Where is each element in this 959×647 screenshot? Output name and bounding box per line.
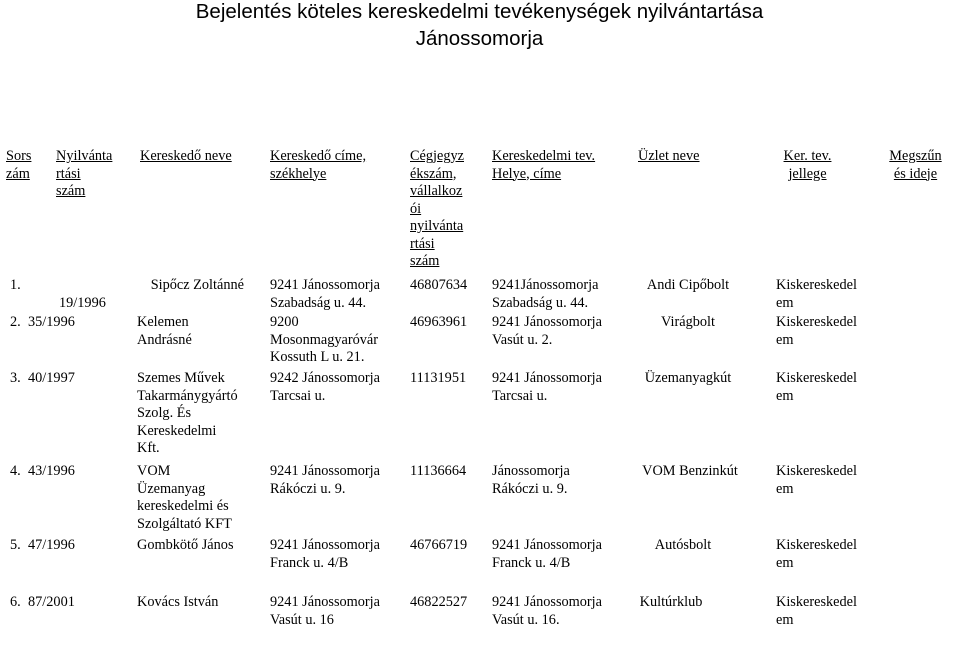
row-kereskedo-cime: Franck u. 4/B — [270, 554, 349, 571]
row-kereskedo-cime: Kossuth L u. 21. — [270, 349, 365, 365]
row-kereskedo-neve: Kft. — [137, 440, 160, 456]
row-nyilvantartasi-szam: 35/1996 — [28, 314, 75, 330]
row-kereskedelmi-hely: 9241 Jánossomorja — [492, 594, 602, 610]
row-kereskedo-neve: Sipőcz Zoltánné — [150, 277, 244, 293]
row-ker-tev-jellege: Kiskereskedel — [776, 314, 857, 330]
row-ker-tev-jellege: em — [776, 611, 794, 628]
row-uzlet-neve: Üzemanyagkút — [644, 370, 732, 386]
page-title: Bejelentés köteles kereskedelmi tevékenységek nyilvántartása — [195, 0, 764, 23]
header-nyilvantartasi: rtási — [56, 165, 81, 182]
header-sorszam: Sors — [6, 148, 32, 164]
row-kereskedo-cime: 9241 Jánossomorja — [270, 594, 380, 610]
header-sorszam: zám — [6, 165, 30, 182]
row-sorszam: 4. — [10, 463, 21, 479]
row-ker-tev-jellege: em — [776, 294, 794, 311]
row-cegjegyzekszam: 46822527 — [410, 594, 468, 610]
row-nyilvantartasi-szam: 19/1996 — [59, 294, 106, 311]
row-ker-tev-jellege: em — [776, 480, 794, 497]
row-cegjegyzekszam: 46963961 — [410, 314, 468, 330]
row-kereskedo-neve: Szolgáltató KFT — [137, 515, 232, 532]
header-kereskedo-cime: Kereskedő címe, — [270, 148, 367, 164]
row-kereskedo-cime: Rákóczi u. 9. — [270, 480, 346, 497]
row-nyilvantartasi-szam: 43/1996 — [28, 463, 75, 479]
row-ker-tev-jellege: Kiskereskedel — [776, 463, 857, 479]
row-ker-tev-jellege: Kiskereskedel — [776, 537, 857, 553]
header-kereskedelmi-hely: Kereskedelmi tev. — [492, 148, 596, 164]
header-cegjegyzekszam: ékszám, — [410, 165, 457, 182]
row-kereskedelmi-hely: Szabadság u. 44. — [492, 294, 589, 311]
header-cegjegyzekszam: Cégjegyz — [410, 148, 464, 164]
row-kereskedo-neve: Szemes Művek — [137, 370, 225, 386]
row-cegjegyzekszam: 11136664 — [410, 463, 467, 479]
header-nyilvantartasi: Nyilvánta — [56, 148, 113, 164]
row-ker-tev-jellege: Kiskereskedel — [776, 277, 857, 293]
row-kereskedo-cime: 9200 — [270, 314, 299, 330]
row-nyilvantartasi-szam: 47/1996 — [28, 537, 75, 553]
row-cegjegyzekszam: 46766719 — [410, 537, 468, 553]
page-subtitle: Jánossomorja — [415, 27, 544, 50]
row-kereskedo-neve: VOM — [137, 463, 171, 479]
header-cegjegyzekszam: rtási — [410, 235, 435, 252]
header-megszunes-ideje: Megszűn — [889, 148, 942, 164]
row-kereskedelmi-hely: Vasút u. 16. — [492, 611, 560, 628]
row-sorszam: 1. — [10, 277, 21, 293]
header-cegjegyzekszam: szám — [410, 253, 440, 269]
row-sorszam: 2. — [10, 314, 21, 330]
row-kereskedelmi-hely: 9241 Jánossomorja — [492, 537, 602, 553]
header-megszunes-ideje: és ideje — [893, 165, 938, 182]
row-kereskedo-neve: Kelemen — [137, 314, 189, 330]
header-kereskedelmi-hely: Helye, címe — [492, 165, 562, 182]
header-kereskedo-neve: Kereskedő neve — [140, 148, 232, 164]
row-ker-tev-jellege: em — [776, 387, 794, 404]
row-kereskedelmi-hely: 9241Jánossomorja — [492, 277, 599, 293]
row-kereskedelmi-hely: Vasút u. 2. — [492, 331, 553, 348]
header-ker-tev-jellege: jellege — [788, 165, 827, 182]
row-kereskedo-neve: Gombkötő János — [137, 537, 234, 553]
row-kereskedelmi-hely: Rákóczi u. 9. — [492, 480, 568, 497]
row-ker-tev-jellege: em — [776, 554, 794, 571]
row-ker-tev-jellege: em — [776, 331, 794, 348]
row-kereskedelmi-hely: 9241 Jánossomorja — [492, 370, 602, 386]
row-kereskedo-neve: kereskedelmi és — [137, 498, 229, 514]
row-nyilvantartasi-szam: 40/1997 — [28, 370, 75, 386]
header-cegjegyzekszam: ói — [410, 200, 422, 217]
row-kereskedelmi-hely: Jánossomorja — [492, 463, 570, 479]
row-uzlet-neve: Andi Cipőbolt — [646, 277, 730, 293]
row-kereskedo-cime: 9241 Jánossomorja — [270, 277, 380, 293]
row-kereskedelmi-hely: 9241 Jánossomorja — [492, 314, 602, 330]
header-cegjegyzekszam: vállalkoz — [410, 183, 463, 199]
row-uzlet-neve: Kultúrklub — [639, 594, 703, 610]
header-nyilvantartasi: szám — [56, 183, 86, 199]
row-kereskedo-cime: 9242 Jánossomorja — [270, 370, 380, 386]
row-ker-tev-jellege: Kiskereskedel — [776, 594, 857, 610]
row-uzlet-neve: Virágbolt — [661, 314, 715, 330]
row-kereskedo-neve: Takarmánygyártó — [137, 387, 238, 404]
row-kereskedo-neve: Andrásné — [137, 331, 192, 348]
row-uzlet-neve: Autósbolt — [654, 537, 712, 553]
row-kereskedo-neve: Kovács István — [137, 594, 219, 610]
row-nyilvantartasi-szam: 87/2001 — [28, 594, 75, 610]
row-kereskedo-neve: Kereskedelmi — [137, 422, 217, 439]
row-kereskedo-cime: Vasút u. 16 — [270, 611, 334, 628]
row-sorszam: 6. — [10, 594, 21, 610]
row-uzlet-neve: VOM Benzinkút — [642, 463, 738, 479]
row-kereskedo-cime: 9241 Jánossomorja — [270, 537, 380, 553]
row-cegjegyzekszam: 46807634 — [410, 277, 468, 293]
header-kereskedo-cime: székhelye — [270, 165, 327, 182]
header-cegjegyzekszam: nyilvánta — [410, 218, 464, 234]
row-kereskedelmi-hely: Tarcsai u. — [492, 387, 548, 404]
row-kereskedo-cime: Mosonmagyaróvár — [270, 331, 378, 348]
row-kereskedo-neve: Üzemanyag — [137, 480, 206, 497]
row-kereskedelmi-hely: Franck u. 4/B — [492, 554, 571, 571]
row-kereskedo-neve: Szolg. És — [137, 405, 192, 421]
header-uzlet-neve: Üzlet neve — [638, 148, 700, 164]
row-sorszam: 3. — [10, 370, 21, 386]
header-ker-tev-jellege: Ker. tev. — [783, 148, 832, 164]
row-kereskedo-cime: 9241 Jánossomorja — [270, 463, 380, 479]
row-ker-tev-jellege: Kiskereskedel — [776, 370, 857, 386]
row-cegjegyzekszam: 11131951 — [410, 370, 467, 386]
row-sorszam: 5. — [10, 537, 21, 553]
row-kereskedo-cime: Szabadság u. 44. — [270, 294, 367, 311]
row-kereskedo-cime: Tarcsai u. — [270, 387, 326, 404]
